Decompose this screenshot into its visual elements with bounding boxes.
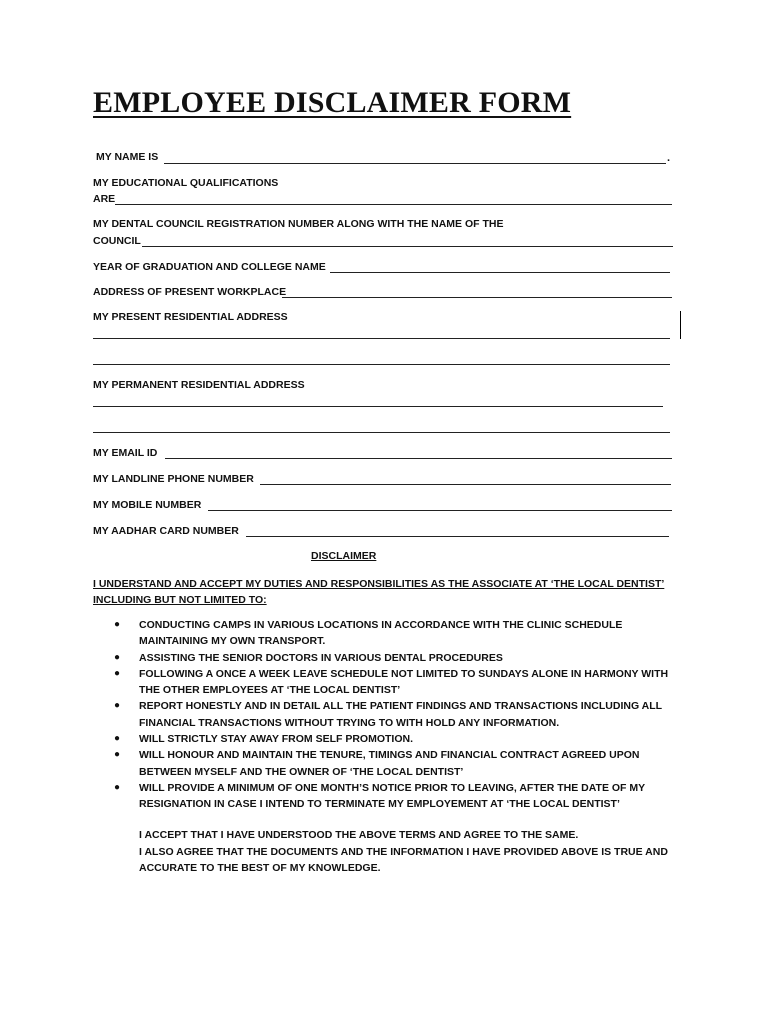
name-fill-line[interactable]	[164, 163, 666, 164]
disclaimer-intro: I UNDERSTAND AND ACCEPT MY DUTIES AND RESPONSIBILITIES AS THE ASSOCIATE AT ‘THE LOCAL DENTIST’ INCLUDING BUT NOT LIMITED TO:	[93, 578, 665, 606]
text-cursor	[680, 311, 681, 339]
graduation-label: YEAR OF GRADUATION AND COLLEGE NAME	[93, 261, 326, 273]
disclaimer-heading: DISCLAIMER	[311, 550, 377, 562]
workplace-fill-line[interactable]	[282, 297, 672, 298]
bullet-icon: ●	[114, 667, 121, 679]
permanent-address-label: MY PERMANENT RESIDENTIAL ADDRESS	[93, 379, 305, 391]
qualifications-label: MY EDUCATIONAL QUALIFICATIONS	[93, 177, 279, 189]
acceptance-line: I ALSO AGREE THAT THE DOCUMENTS AND THE INFORMATION I HAVE PROVIDED ABOVE IS TRUE AND ACCURATE TO THE BEST OF MY KNOWLEDGE.	[139, 845, 668, 874]
duty-text: REPORT HONESTLY AND IN DETAIL ALL THE PATIENT FINDINGS AND TRANSACTIONS INCLUDING ALL FINANCIAL TRANSACTIONS WITHOUT TRYING TO WITH HOLD ANY INFORMATION.	[139, 700, 662, 729]
landline-fill-line[interactable]	[260, 484, 671, 485]
aadhar-fill-line[interactable]	[246, 536, 669, 537]
acceptance-line: I ACCEPT THAT I HAVE UNDERSTOOD THE ABOVE TERMS AND AGREE TO THE SAME.	[139, 829, 579, 841]
present-address-fill-line-2[interactable]	[93, 364, 670, 365]
bullet-icon: ●	[114, 700, 121, 712]
bullet-icon: ●	[114, 749, 121, 761]
name-line-period: .	[667, 152, 671, 164]
permanent-address-fill-line-1[interactable]	[93, 406, 663, 407]
duty-item	[111, 780, 686, 813]
bullet-icon: ●	[114, 733, 121, 745]
duty-text: WILL PROVIDE A MINIMUM OF ONE MONTH’S NOTICE PRIOR TO LEAVING, AFTER THE DATE OF MY RESIGNATION IN CASE I INTEND TO TERMINATE MY EMPLOYEMENT AT ‘THE LOCAL DENTIST’	[139, 781, 645, 811]
qualifications-label-continued: ARE	[93, 193, 116, 205]
duty-text: ASSISTING THE SENIOR DOCTORS IN VARIOUS DENTAL PROCEDURES	[139, 651, 503, 664]
duty-item	[111, 666, 686, 699]
duty-item	[111, 731, 686, 747]
duty-item	[111, 747, 686, 780]
mobile-label: MY MOBILE NUMBER	[93, 499, 202, 511]
qualifications-fill-line[interactable]	[115, 204, 672, 205]
acceptance-statement	[139, 827, 684, 877]
duty-text: CONDUCTING CAMPS IN VARIOUS LOCATIONS IN ACCORDANCE WITH THE CLINIC SCHEDULE MAINTAINING MY OWN TRANSPORT.	[139, 619, 623, 648]
form-title: EMPLOYEE DISCLAIMER FORM	[93, 86, 572, 119]
bullet-icon: ●	[114, 619, 121, 630]
mobile-fill-line[interactable]	[208, 510, 672, 511]
duty-item	[111, 617, 686, 650]
email-label: MY EMAIL ID	[93, 447, 158, 459]
duties-list	[111, 617, 686, 813]
present-address-label: MY PRESENT RESIDENTIAL ADDRESS	[93, 311, 288, 323]
duty-text: FOLLOWING A ONCE A WEEK LEAVE SCHEDULE NOT LIMITED TO SUNDAYS ALONE IN HARMONY WITH THE OTHER EMPLOYEES AT ‘THE LOCAL DENTIST’	[139, 667, 669, 697]
graduation-fill-line[interactable]	[330, 272, 670, 273]
duty-item	[111, 698, 686, 731]
registration-label: MY DENTAL COUNCIL REGISTRATION NUMBER ALONG WITH THE NAME OF THE	[93, 218, 504, 230]
registration-label-continued: COUNCIL	[93, 235, 141, 247]
bullet-icon: ●	[114, 651, 121, 663]
present-address-fill-line-1[interactable]	[93, 338, 670, 339]
landline-label: MY LANDLINE PHONE NUMBER	[93, 473, 254, 485]
duty-text: WILL HONOUR AND MAINTAIN THE TENURE, TIMINGS AND FINANCIAL CONTRACT AGREED UPON BETWEEN MYSELF AND THE OWNER OF ‘THE LOCAL DENTIST’	[139, 749, 640, 778]
workplace-label: ADDRESS OF PRESENT WORKPLACE	[93, 286, 287, 298]
name-label: MY NAME IS	[96, 151, 159, 163]
email-fill-line[interactable]	[165, 458, 672, 459]
permanent-address-fill-line-2[interactable]	[93, 432, 670, 433]
duty-text: WILL STRICTLY STAY AWAY FROM SELF PROMOTION.	[139, 733, 414, 746]
bullet-icon: ●	[114, 781, 121, 793]
registration-fill-line[interactable]	[142, 246, 673, 247]
duty-item	[111, 650, 686, 666]
aadhar-label: MY AADHAR CARD NUMBER	[93, 525, 239, 537]
